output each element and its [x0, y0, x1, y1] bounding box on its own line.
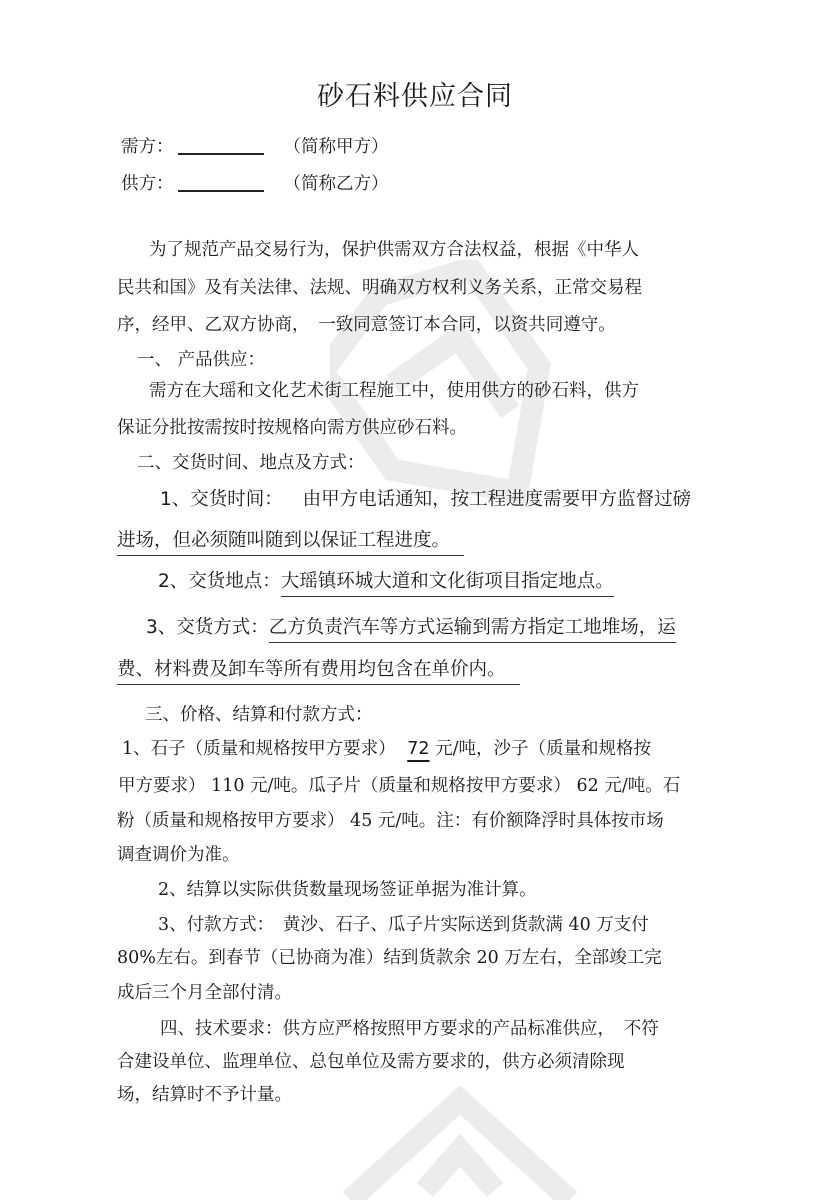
demand-party-blank[interactable] — [178, 137, 264, 155]
section3-heading: 三、价格、结算和付款方式： — [145, 705, 373, 725]
delivery-place-label: 2、交货地点： — [158, 571, 281, 592]
payment-line: 3、付款方式： 黄沙、石子、瓜子片实际送到货款满 40 万支付 — [158, 915, 649, 935]
delivery-time-line2 — [117, 529, 464, 553]
preamble-line: 民共和国》及有关法律、法规、明确双方权利义务关系，正常交易程 — [117, 278, 642, 298]
settlement-line: 2、结算以实际供货数量现场签证单据为准计算。 — [158, 880, 537, 900]
supply-party-alias: （简称乙方） — [283, 174, 389, 194]
section1-text: 保证分批按需按时按规格向需方供应砂石料。 — [117, 418, 467, 438]
price-line — [122, 737, 651, 761]
delivery-time-text-cont: 进场，但必须随叫随到以保证工程进度。 — [117, 530, 464, 556]
price-line: 粉（质量和规格按甲方要求） 45 元/吨。注：有价额降浮时具体按市场 — [117, 811, 664, 831]
price-line: 甲方要求） 110 元/吨。瓜子片（质量和规格按甲方要求） 62 元/吨。石 — [118, 776, 681, 796]
delivery-time-label: 1、交货时间： — [160, 489, 283, 510]
payment-line: 80%左右。到春节（已协商为准）结到货款余 20 万左右，全部竣工完 — [117, 948, 662, 968]
demand-party-alias: （简称甲方） — [283, 137, 389, 157]
section4-text: 合建设单位、监理单位、总包单位及需方要求的，供方必须清除现 — [117, 1052, 625, 1072]
watermark-logo-icon — [330, 260, 590, 560]
price-stone-value[interactable]: 72 — [407, 739, 430, 759]
supply-party-row — [121, 172, 389, 196]
delivery-place-line — [158, 570, 614, 594]
payment-line: 成后三个月全部付清。 — [117, 983, 292, 1003]
section4-text: 场，结算时不予计量。 — [117, 1085, 292, 1105]
demand-party-row — [121, 135, 389, 159]
supply-party-label: 供方： — [121, 174, 174, 194]
delivery-method-line — [146, 616, 676, 640]
delivery-time-text: 由甲方电话通知，按工程进度需要甲方监督过磅 — [302, 489, 692, 510]
delivery-method-text-cont: 费、材料费及卸车等所有费用均包含在单价内。 — [117, 659, 520, 685]
section1-heading: 一、 产品供应： — [137, 350, 266, 370]
demand-party-label: 需方： — [121, 137, 174, 157]
delivery-time-line — [160, 488, 691, 512]
price-stone-label: 1、石子（质量和规格按甲方要求） — [122, 739, 396, 759]
document-title: 砂石料供应合同 — [317, 81, 513, 112]
price-line: 调查调价为准。 — [117, 845, 240, 865]
supply-party-blank[interactable] — [178, 174, 264, 192]
preamble-line: 序，经甲、乙双方协商， 一致同意签订本合同，以资共同遵守。 — [117, 315, 616, 335]
section2-heading: 二、交货时间、地点及方式： — [137, 453, 365, 473]
section4-text: 四、技术要求：供方应严格按照甲方要求的产品标准供应， 不符 — [160, 1019, 659, 1039]
watermark-logo-icon — [330, 1080, 590, 1200]
preamble-line: 为了规范产品交易行为，保护供需双方合法权益，根据《中华人 — [149, 240, 639, 260]
delivery-method-label: 3、交货方式： — [146, 617, 269, 638]
delivery-method-line2 — [117, 658, 520, 682]
delivery-place-value: 大瑶镇环城大道和文化街项目指定地点。 — [281, 571, 614, 597]
price-sand-label: 元/吨，沙子（质量和规格按 — [435, 739, 651, 759]
section1-text: 需方在大瑶和文化艺术街工程施工中，使用供方的砂石料，供方 — [149, 381, 639, 401]
delivery-method-text: 乙方负责汽车等方式运输到需方指定工地堆场，运 — [269, 617, 676, 643]
